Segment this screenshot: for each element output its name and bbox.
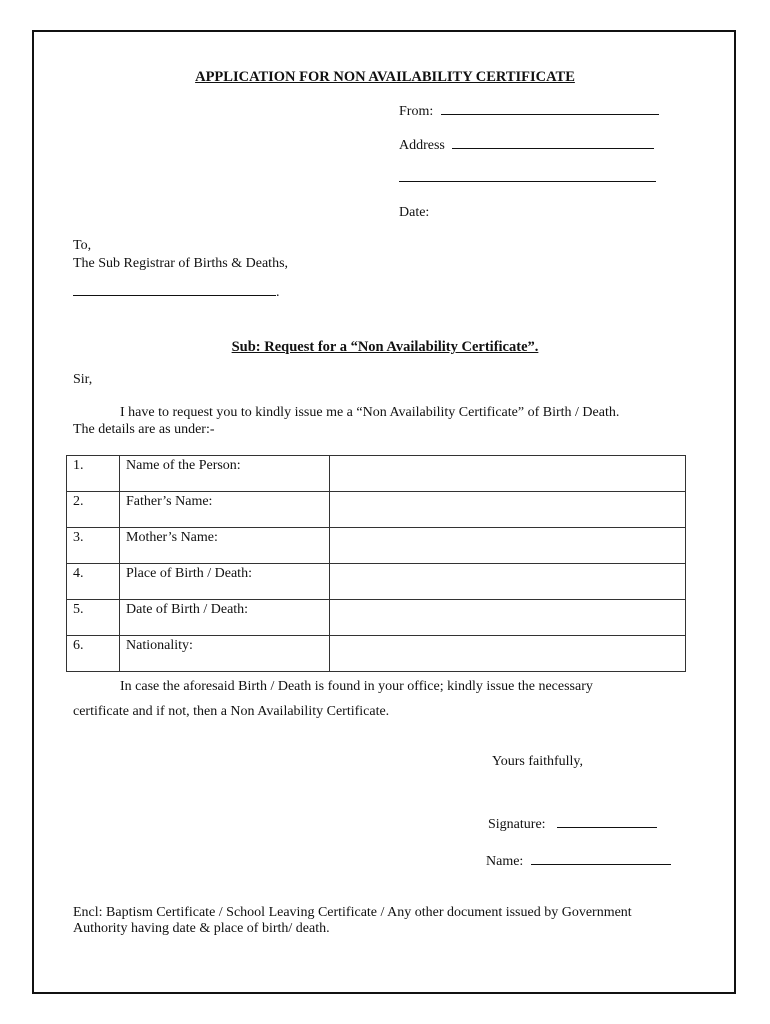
row-number: 6. — [67, 636, 120, 672]
row-label: Father’s Name: — [120, 492, 330, 528]
address-blank-line-2[interactable] — [399, 180, 656, 182]
row-value-cell[interactable] — [330, 528, 686, 564]
request-line-1: I have to request you to kindly issue me a “Non Availability Certificate” of Birth / Death. — [120, 405, 620, 420]
address-line-2[interactable] — [399, 171, 656, 188]
signature-blank-line[interactable] — [557, 826, 657, 828]
details-table — [66, 455, 686, 672]
request-line-2: The details are as under:- — [73, 422, 215, 437]
row-number: 4. — [67, 564, 120, 600]
salutation: Sir, — [73, 372, 93, 387]
subject-line: Sub: Request for a “Non Availability Certificate”. — [231, 339, 539, 355]
table-row — [67, 528, 686, 564]
recipient-blank-line[interactable] — [73, 294, 276, 296]
row-label: Nationality: — [120, 636, 330, 672]
closing-line-1: In case the aforesaid Birth / Death is found in your office; kindly issue the necessary — [120, 679, 593, 694]
table-row — [67, 492, 686, 528]
row-value-cell[interactable] — [330, 456, 686, 492]
from-label: From: — [399, 104, 434, 119]
address-field[interactable] — [399, 138, 654, 155]
table-row — [67, 636, 686, 672]
closing-line-2: certificate and if not, then a Non Availability Certificate. — [73, 704, 390, 719]
table-row — [67, 564, 686, 600]
name-label: Name: — [486, 854, 524, 869]
enclosure-line-2: Authority having date & place of birth/ death. — [73, 921, 330, 936]
row-value-cell[interactable] — [330, 636, 686, 672]
address-label: Address — [399, 138, 445, 153]
row-number: 3. — [67, 528, 120, 564]
table-row — [67, 456, 686, 492]
row-label: Date of Birth / Death: — [120, 600, 330, 636]
name-blank-line[interactable] — [531, 863, 671, 865]
date-field[interactable] — [399, 205, 429, 222]
from-blank-line[interactable] — [441, 113, 659, 115]
row-label: Mother’s Name: — [120, 528, 330, 564]
document-title: APPLICATION FOR NON AVAILABILITY CERTIFICATE — [195, 69, 575, 85]
date-label: Date: — [399, 205, 430, 220]
row-number: 1. — [67, 456, 120, 492]
recipient-blank[interactable] — [73, 285, 280, 302]
yours-faithfully: Yours faithfully, — [492, 754, 584, 769]
signature-field[interactable] — [488, 817, 657, 834]
row-label: Place of Birth / Death: — [120, 564, 330, 600]
name-field[interactable] — [486, 854, 671, 871]
row-number: 2. — [67, 492, 120, 528]
recipient-to: To, — [73, 238, 92, 253]
address-blank-line[interactable] — [452, 147, 654, 149]
enclosure-line-1: Encl: Baptism Certificate / School Leaving Certificate / Any other document issued by Government — [73, 905, 632, 920]
row-value-cell[interactable] — [330, 564, 686, 600]
row-value-cell[interactable] — [330, 600, 686, 636]
from-field[interactable] — [399, 104, 659, 121]
signature-label: Signature: — [488, 817, 546, 832]
table-row — [67, 600, 686, 636]
row-value-cell[interactable] — [330, 492, 686, 528]
recipient-office: The Sub Registrar of Births & Deaths, — [73, 256, 289, 271]
recipient-line-end: . — [276, 285, 280, 300]
row-label: Name of the Person: — [120, 456, 330, 492]
row-number: 5. — [67, 600, 120, 636]
